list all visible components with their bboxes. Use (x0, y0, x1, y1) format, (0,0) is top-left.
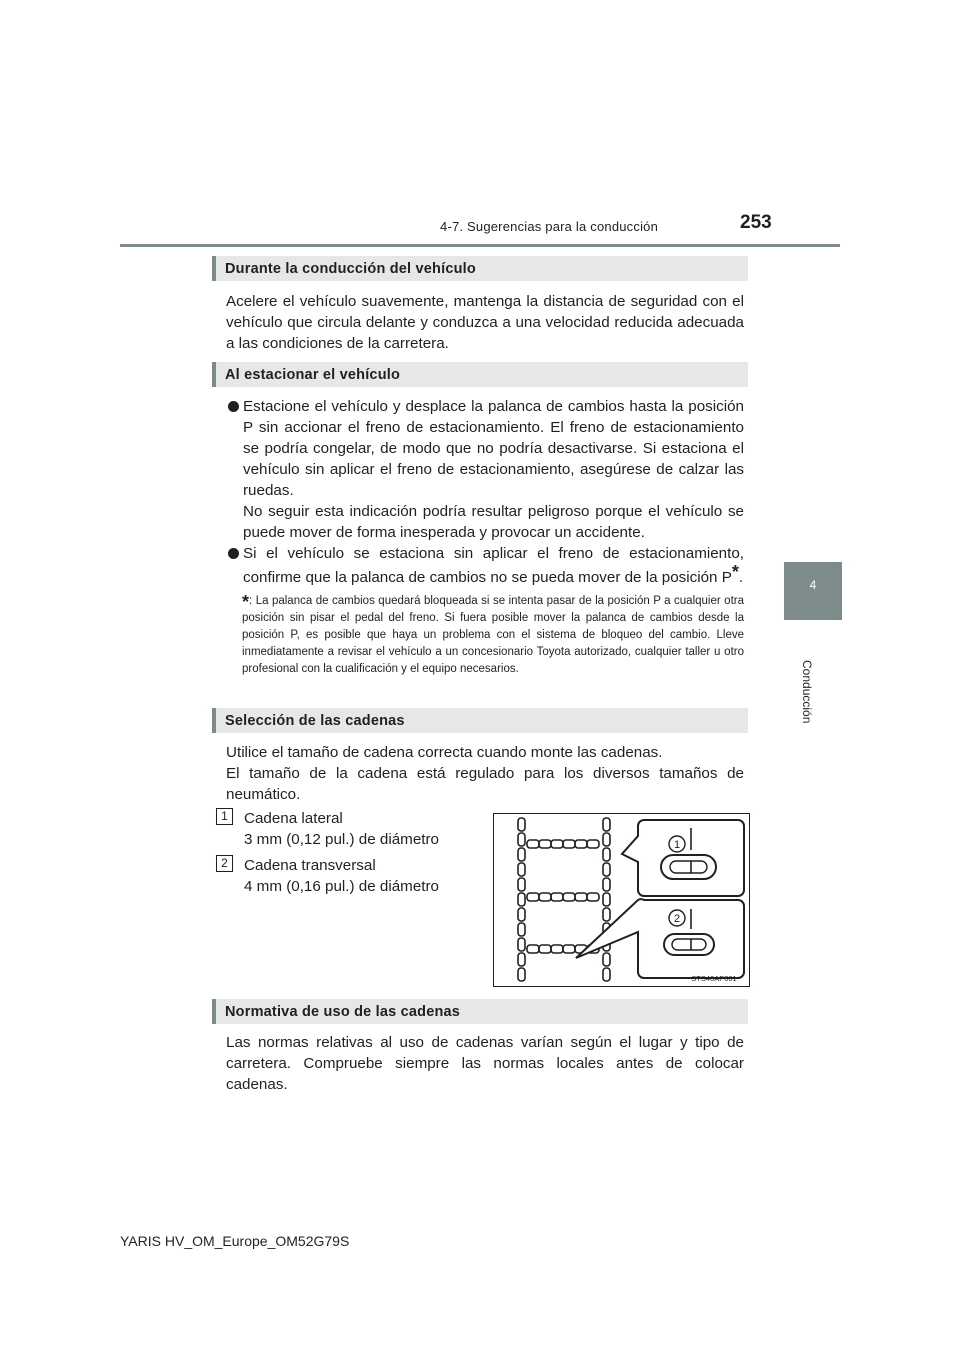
side-chain-right (603, 818, 610, 981)
cross-chain-top (527, 840, 599, 848)
callout-box-1 (622, 820, 744, 896)
chains-paragraph-1: Utilice el tamaño de cadena correcta cuando monte las cadenas. (226, 744, 663, 761)
footnote (242, 590, 744, 678)
bullet-dot (228, 401, 239, 412)
callout-label-1: 1 (673, 839, 681, 851)
bullet-text-extra: No seguir esta indicación podría resultar peligroso porque el vehículo se puede mover de forma inesperada y provocar un accidente. (243, 503, 744, 541)
footnote-star: * (242, 592, 250, 612)
chain-item-name: Cadena transversal (244, 857, 376, 874)
section-heading-text: Al estacionar el vehículo (225, 367, 401, 383)
footnote-text: : La palanca de cambios quedará bloqueada si se intenta pasar de la posición P a cualquier otra posición sin pisar el pedal del freno. Si fuera posible mover la palanca de cambios desde la posición P, es posible que haya un problema con el sistema de bloqueo del cambio. Lleve inmediatamente a revisar el vehículo a un concesionario Toyota autorizado, cualquier taller u otro profesional con la cualificación y el equipo necesarios. (242, 595, 744, 675)
item-number-2: 2 (216, 855, 233, 872)
callout-label-2: 2 (673, 913, 681, 925)
section-heading-parking (212, 362, 748, 387)
section-heading-text: Selección de las cadenas (225, 713, 405, 729)
cross-chain-middle (527, 893, 599, 901)
callout-box-2 (576, 899, 744, 978)
bullet-dot (228, 548, 239, 559)
header-rule (120, 244, 840, 247)
section-heading-driving (212, 256, 748, 281)
section-heading-text: Normativa de uso de las cadenas (225, 1004, 461, 1020)
document-code: YARIS HV_OM_Europe_OM52G79S (120, 1233, 350, 1249)
parking-bullet-1 (226, 396, 744, 543)
chapter-number: 4 (809, 578, 817, 592)
item-number-1: 1 (216, 808, 233, 825)
chain-drawing (494, 814, 749, 986)
bullet-text: Si el vehículo se estaciona sin aplicar el freno de estacionamiento, confirme que la palanca de cambios no se pueda mover de la posición P*. (243, 545, 744, 586)
chains-paragraph-2: El tamaño de la cadena está regulado para los diversos tamaños de neumático. (226, 765, 744, 803)
side-chain-left (518, 818, 525, 981)
section-title: 4-7. Sugerencias para la conducción (440, 219, 659, 234)
regulations-paragraph: Las normas relativas al uso de cadenas varían según el lugar y tipo de carretera. Compruebe siempre las normas locales antes de colocar cadenas. (226, 1034, 744, 1093)
section-heading-text: Durante la conducción del vehículo (225, 261, 476, 277)
figure-code: STS46AP001 (691, 974, 737, 983)
parking-bullet-2 (226, 543, 744, 588)
chain-item-2 (244, 855, 439, 897)
page-number: 253 (740, 212, 772, 233)
chain-item-1 (244, 808, 439, 850)
bullet-text: Estacione el vehículo y desplace la palanca de cambios hasta la posición P sin accionar el freno de estacionamiento. El freno de estacionamiento se podría congelar, de modo que no podría desactivarse. Si estaciona el vehículo sin aplicar el freno de estacionamiento, asegúrese de calzar las ruedas. (243, 398, 744, 499)
chapter-label: Conducción (800, 660, 814, 724)
asterisk-mark: * (731, 562, 739, 582)
chain-item-spec: 4 mm (0,16 pul.) de diámetro (244, 878, 439, 895)
chain-item-name: Cadena lateral (244, 810, 343, 827)
chain-item-spec: 3 mm (0,12 pul.) de diámetro (244, 831, 439, 848)
section-heading-chains (212, 708, 748, 733)
section-heading-regulations (212, 999, 748, 1024)
driving-paragraph: Acelere el vehículo suavemente, mantenga la distancia de seguridad con el vehículo que circula delante y conduzca a una velocidad reducida adecuada a las condiciones de la carretera. (226, 293, 744, 352)
chain-illustration (493, 813, 750, 987)
